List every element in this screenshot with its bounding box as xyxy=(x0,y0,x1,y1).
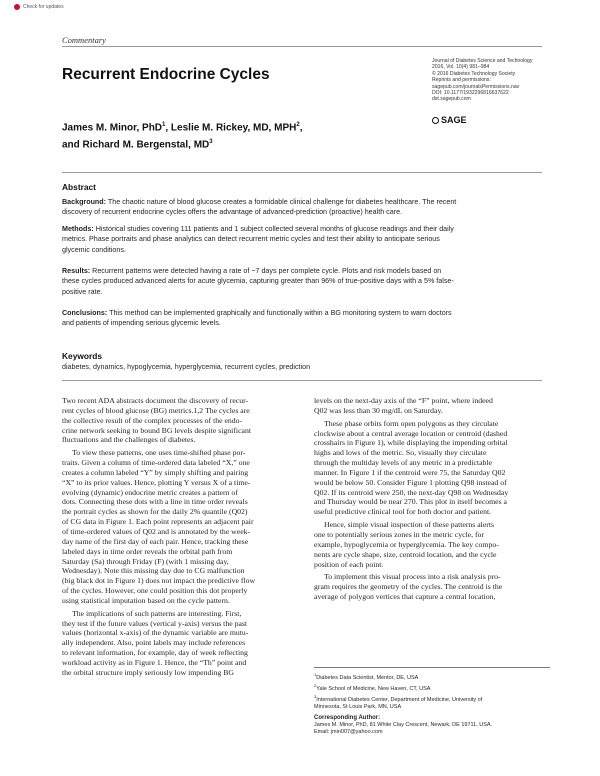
journal-info-line: sagepub.com/journalsPermissions.nav xyxy=(432,83,520,90)
body-line: rent cycles of blood glucose (BG) metrics.1,2 The cycles are xyxy=(62,405,250,415)
affiliation-line: $^2$Yale School of Medicine, New Haven, CT, USA xyxy=(314,682,431,692)
journal-info-line: Journal of Diabetes Science and Technology xyxy=(432,58,533,64)
article-title: Recurrent Endocrine Cycles xyxy=(62,66,270,83)
body-line: crine network seeking to bound BG levels despite significant xyxy=(62,425,251,435)
body-line: highs and lows of the metric. So, visually they circulate xyxy=(314,448,487,458)
corresponding-author-heading: Corresponding Author: xyxy=(314,714,381,721)
keywords-divider xyxy=(62,380,542,381)
abstract-line: discovery of recurrent endocrine cycles offers the advantage of advanced-prediction (proactive) health care. xyxy=(62,208,403,217)
author-3: and Richard M. Bergenstal, MD xyxy=(62,139,210,151)
author-1: James M. Minor, PhD xyxy=(62,122,163,134)
abstract-results xyxy=(62,266,547,297)
abstract-conclusions xyxy=(62,308,547,329)
body-line: To view these patterns, one uses time-shifted phase por- xyxy=(72,448,246,458)
body-line: evolving (dynamic) endocrine metric creates a pattern of xyxy=(62,487,238,497)
abstract-line: Historical studies covering 111 patients and 1 subject collected several months of glucose readings and their daily xyxy=(95,225,454,233)
body-paragraph xyxy=(314,396,550,416)
footnotes xyxy=(314,671,554,736)
body-line: gram requires the geometry of the cycles. The centroid is the xyxy=(314,582,503,592)
abstract-heading: Abstract xyxy=(62,182,96,192)
check-updates-icon xyxy=(14,4,20,10)
body-paragraph xyxy=(62,609,298,678)
body-line: Q02 was less than 30 mg/dL on Saturday. xyxy=(314,405,443,415)
body-line: These phase orbits form open polygons as they circulate xyxy=(324,418,499,428)
journal-info-line: DOI: 10.1177/1932296816637622 xyxy=(432,90,509,97)
sage-logo-icon xyxy=(432,117,439,124)
affiliation-marker: 2 xyxy=(296,122,300,128)
body-line: Hence, simple visual inspection of these patterns alerts xyxy=(324,520,495,530)
abstract-methods xyxy=(62,224,547,255)
abstract-line: metrics. Phase portraits and phase analytics can detect recurrent metric cycles and test their ability to anticipate serious xyxy=(62,235,440,244)
body-line: Saturday (Sa) through Friday (F) (with 1 missing day, xyxy=(62,556,229,566)
body-line: of CG data in Figure 1. Each point represents an adjacent pair xyxy=(62,517,254,527)
journal-info-line: Reprints and permissions: xyxy=(432,77,491,84)
body-line: ally independent. Also, point labels may include references xyxy=(62,638,246,648)
body-line: and Thursday would be near 270. This plot in itself becomes a xyxy=(314,497,507,507)
body-line: would be below 50. Consider Figure 1 plotting Q98 instead of xyxy=(314,477,507,487)
body-line: the collective result of the complex processes of the endo- xyxy=(62,415,243,425)
abstract-line: these cycles produced advanced alerts for acute glycemia, capturing greater than 96% of true-positive days with a 5% false- xyxy=(62,277,454,286)
body-paragraph xyxy=(62,396,298,445)
corresponding-author-email: Email: jmin007@yahoo.com xyxy=(314,729,383,736)
body-line: clockwise about a central average location or centroid (dashed xyxy=(314,428,508,438)
body-line: the portrait cycles as shown for the daily 2% quantile (Q02) xyxy=(62,507,248,517)
footnote-divider xyxy=(314,667,550,668)
affiliation-marker: 1 xyxy=(162,122,166,128)
abstract-line: Recurrent patterns were detected having a rate of ~7 days per complete cycle. Plots and risk models based on xyxy=(92,267,442,275)
affiliation-marker: 3 xyxy=(209,139,213,146)
body-line: average of polygon vertices that capture a central location, xyxy=(314,592,496,602)
body-paragraph xyxy=(314,572,550,602)
abstract-line: positive rate. xyxy=(62,287,103,296)
body-line: example, hypoglycemia or hyperglycemia. The key compo- xyxy=(314,539,499,549)
body-column-left xyxy=(62,396,298,681)
publisher-name: SAGE xyxy=(441,115,467,125)
abstract-line: and patients of impending serious glycemic levels. xyxy=(62,319,221,328)
body-line: they test if the future values (vertical y-axis) versus the past xyxy=(62,618,248,628)
body-line: to relevant information, for example, day of week reflecting xyxy=(62,648,248,658)
body-line: useful predictive clinical tool for both doctor and patient. xyxy=(314,507,492,517)
body-line: values (horizontal x-axis) of the dynamic variable are mutu- xyxy=(62,628,249,638)
corresponding-author-line: James M. Minor, PhD, 81 White Clay Crescent, Newark, DE 19711, USA. xyxy=(314,721,493,728)
body-line: Two recent ADA abstracts document the discovery of recur- xyxy=(62,396,249,405)
section-label: Commentary xyxy=(62,35,106,45)
abstract-background xyxy=(62,197,547,218)
body-line: labeled days in time order reveals the orbital path from xyxy=(62,546,233,556)
journal-info-line: dst.sagepub.com xyxy=(432,96,471,103)
body-line: The implications of such patterns are interesting. First, xyxy=(72,608,242,618)
author-list: James M. Minor, PhD$^1$, Leslie M. Rickey, MD, MPH$^2$, and Richard M. Bergenstal, $MD^3$ xyxy=(62,122,303,151)
body-line: using statistical imputation based on the cycle pattern. xyxy=(62,595,230,605)
abstract-label: Results: xyxy=(62,267,91,275)
body-line: manner. In Figure 1 if the centroid were 75, the Saturday Q02 xyxy=(314,467,506,477)
body-column-right xyxy=(314,396,550,605)
body-line: workload activity as in Figure 1. Hence, the “Th” point and xyxy=(62,657,247,667)
abstract-label: Conclusions: xyxy=(62,309,108,317)
body-line: creates a column labeled “Y” by simply shifting and pairing xyxy=(62,467,249,477)
journal-info-line: © 2016 Diabetes Technology Society xyxy=(432,70,516,77)
body-line: of time-ordered values of Q02 and is annotated by the week- xyxy=(62,526,251,536)
body-paragraph xyxy=(314,520,550,569)
badge-label: Check for updates xyxy=(23,4,64,10)
journal-info xyxy=(432,58,552,103)
body-line: fluctuations and the challenges of diabetes. xyxy=(62,435,196,445)
author-2: , Leslie M. Rickey, MD, MPH xyxy=(165,122,297,134)
body-line: dots. Connecting these dots with a line in time order reveals xyxy=(62,497,248,507)
journal-info-line: 2016, Vol. 10(4) 981–984 xyxy=(432,64,490,71)
body-line: position of each point. xyxy=(314,559,384,569)
body-line: levels on the next-day axis of the “F” point, where indeed xyxy=(314,396,493,405)
keywords-list: diabetes, dynamics, hypoglycemia, hyperglycemia, recurrent cycles, prediction xyxy=(62,363,311,371)
affiliation-line: $^3$International Diabetes Center, Department of Medicine, University of xyxy=(314,693,483,703)
affiliation-line: Minnesota, St Louis Park, MN, USA xyxy=(314,703,402,710)
body-paragraph xyxy=(314,419,550,517)
body-line: through the multiday levels of any metric in a predictable xyxy=(314,458,492,468)
check-for-updates-badge[interactable] xyxy=(14,4,64,10)
publisher-logo xyxy=(432,115,467,125)
body-line: day name of the first day of each pair. Hence, tracking these xyxy=(62,536,249,546)
body-line: nents are cycle shape, size, centroid location, and the cycle xyxy=(314,549,497,559)
header-divider xyxy=(62,46,542,47)
body-line: To implement this visual process into a risk analysis pro- xyxy=(324,572,501,582)
body-line: traits. Given a column of time-ordered data labeled “X,” one xyxy=(62,458,250,468)
abstract-line: This method can be implemented graphically and functionally within a BG monitoring system to warn doctors xyxy=(109,309,452,317)
affiliation-line: $^1$Diabetes Data Scientist, Mentor, DE, USA xyxy=(314,672,419,681)
abstract-line: glycemic conditions. xyxy=(62,245,126,254)
body-line: the orbital structure imply seriously low impending BG xyxy=(62,667,234,677)
body-line: “X” to its prior values. Hence, plotting Y versus X of a time- xyxy=(62,477,251,487)
body-paragraph xyxy=(62,448,298,606)
body-line: Wednesday). Note this missing day due to CG malfunction xyxy=(62,566,245,576)
body-line: (big black dot in Figure 1) does not impact the predictive flow xyxy=(62,576,256,586)
abstract-divider xyxy=(62,172,542,173)
body-line: Q02. If its centroid were 250, the next-day Q98 on Wednesday xyxy=(314,487,509,497)
body-line: one to potentially serious zones in the metric cycle, for xyxy=(314,529,485,539)
keywords-heading: Keywords xyxy=(62,351,103,361)
abstract-label: Methods: xyxy=(62,225,94,233)
body-line: of the cycles. However, one could position this dot properly xyxy=(62,586,248,596)
abstract-line: The chaotic nature of blood glucose creates a formidable clinical challenge for diabetes healthcare. The recent xyxy=(107,198,457,206)
body-line: crosshairs in Figure 1), while displaying the impending orbital xyxy=(314,438,508,448)
abstract-label: Background: xyxy=(62,198,107,206)
